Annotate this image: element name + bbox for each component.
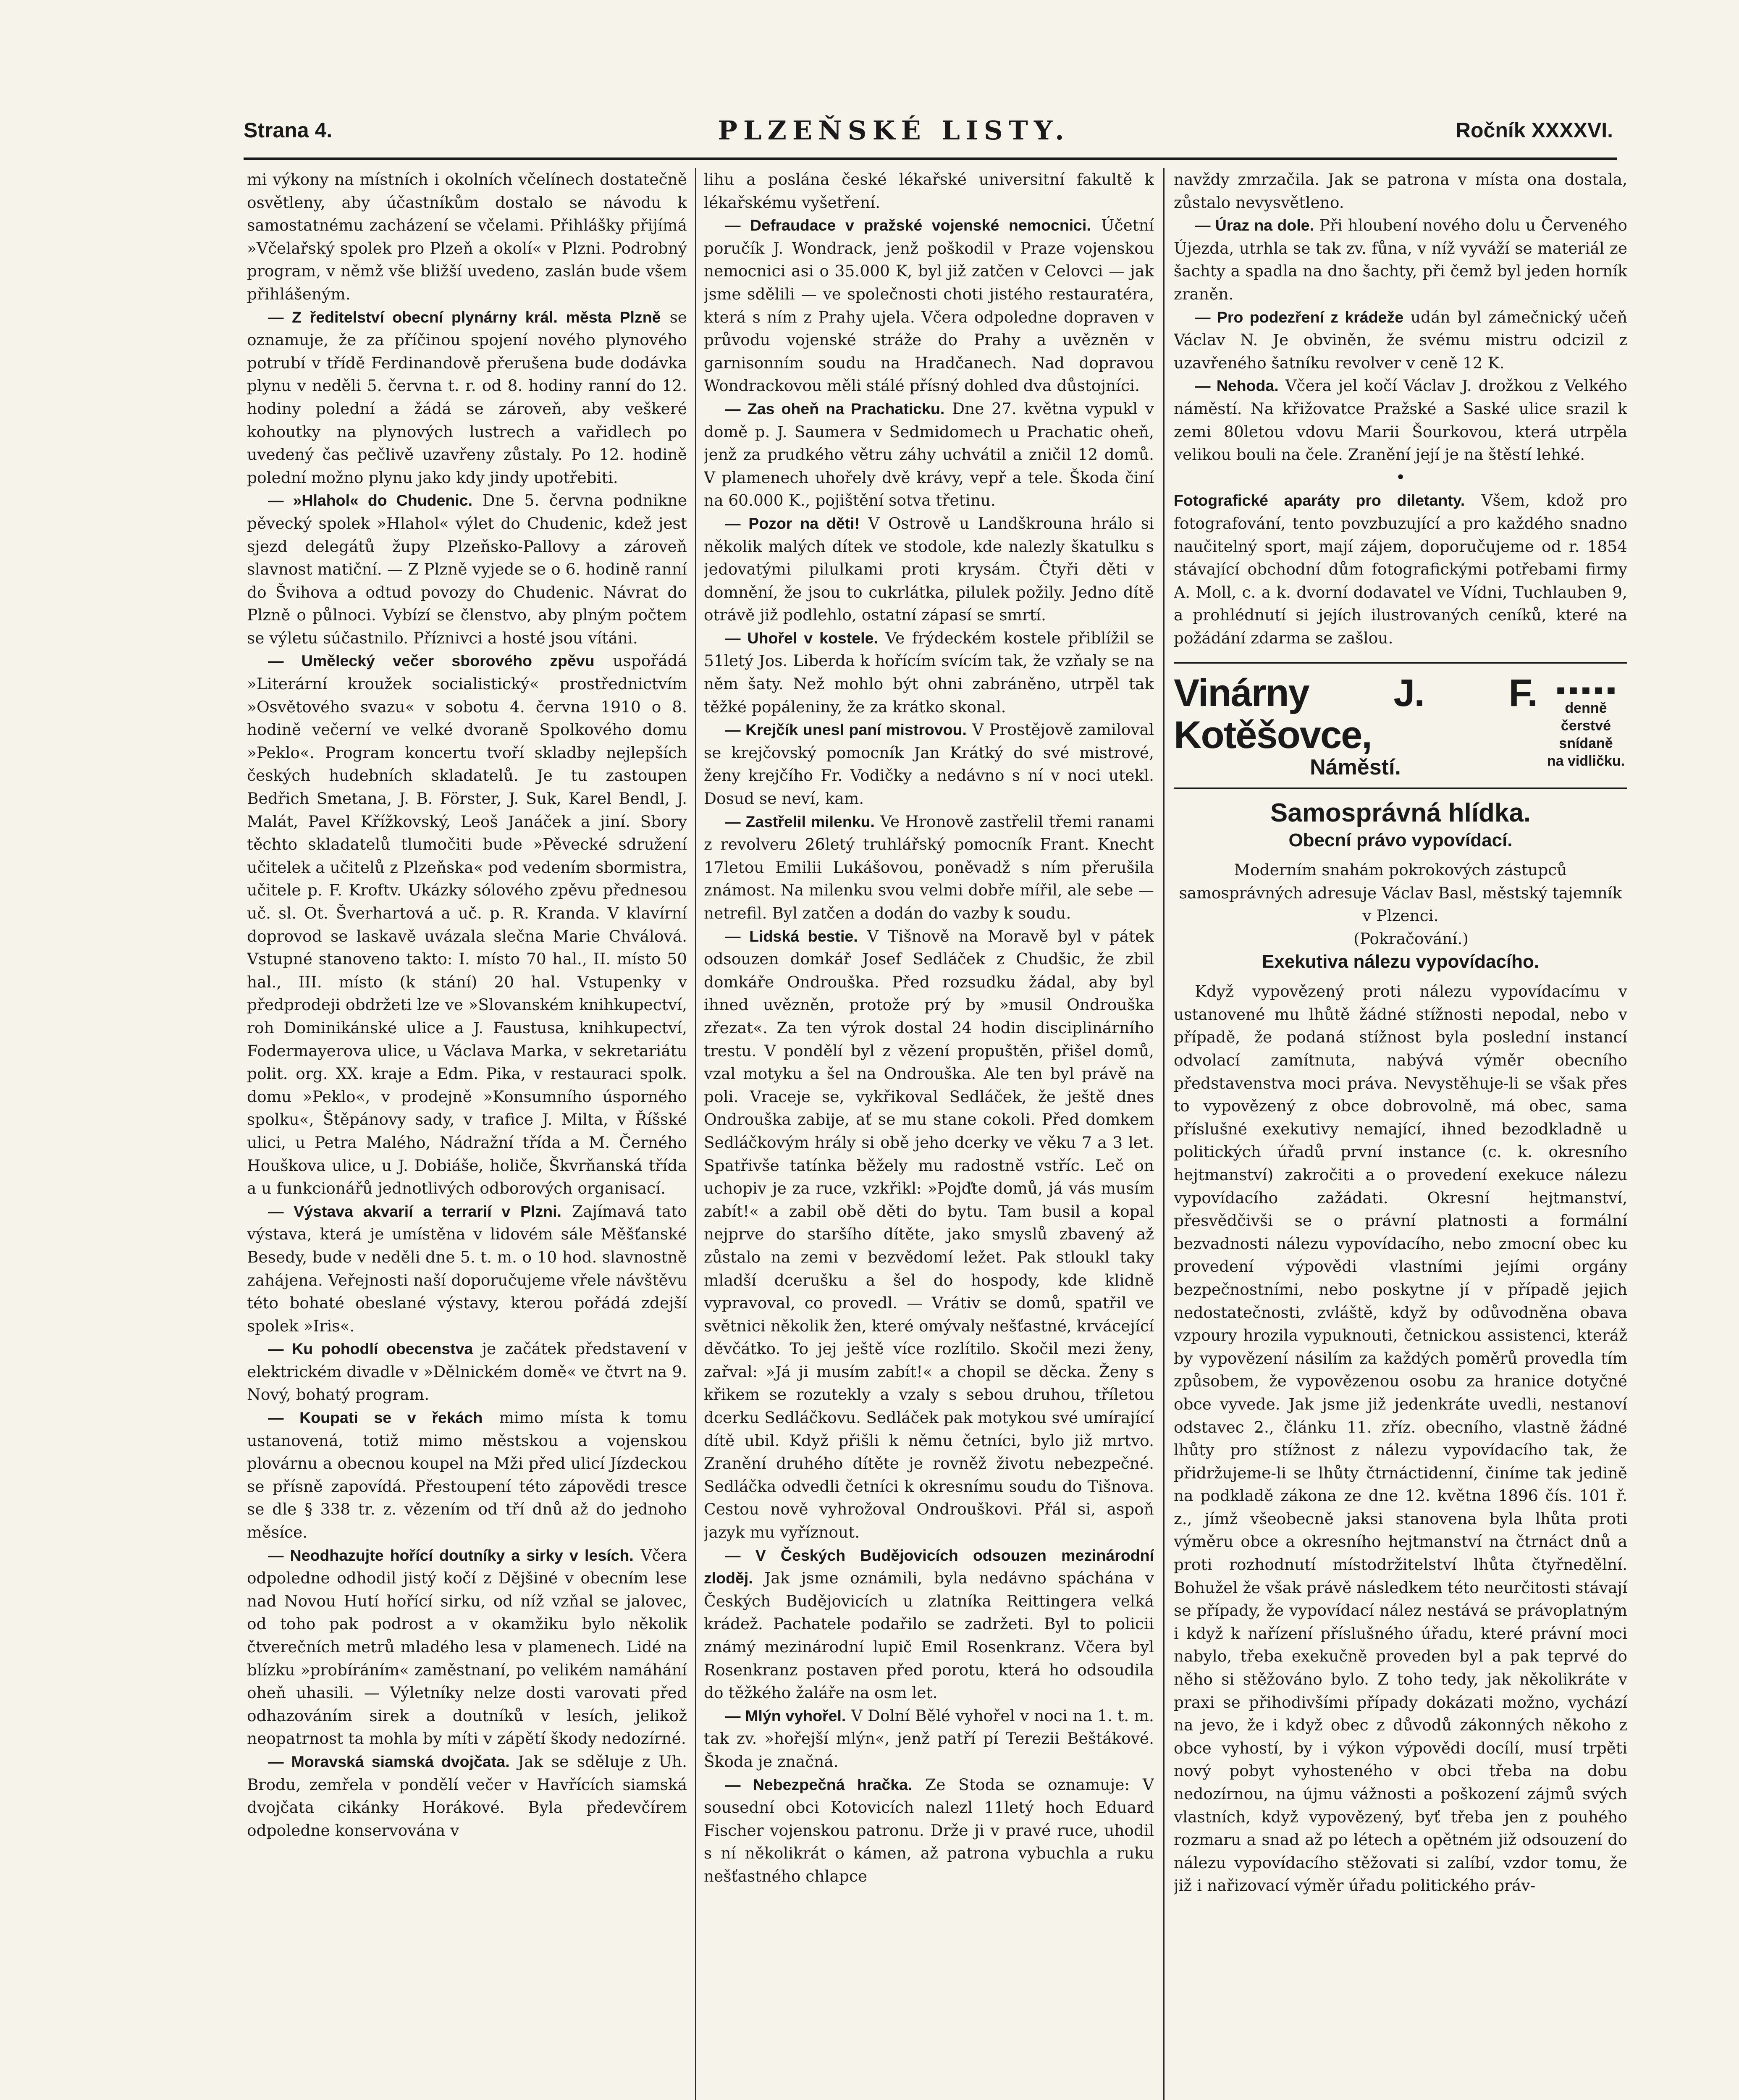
article-text: V Ostrově u Landškrouna hrálo si několik malých dítek ve stodole, kde nalezly škatulku s jedovatými pilulkami proti krysám. Čtyři děti v domnění, že jsou to cukrlátka, pilulek požily. Jedno dítě otrávě již podlehlo, ostatní zápasí se smrtí. xyxy=(704,514,1154,625)
article xyxy=(247,1750,687,1842)
article-text: lihu a poslána české lékařské universitní fakultě k lékařskému vyšetření. xyxy=(704,170,1154,212)
article-text: Ve frýdeckém kostele přiblížil se 51letý Jos. Liberda k hořícím svícím tak, že vzňaly se na něm šaty. Než mohlo být ohni zabráněno, utrpěl tak těžké popáleniny, že za krátko skonal. xyxy=(704,628,1154,716)
article-headline: — Nehoda. xyxy=(1195,377,1279,395)
wine-ad-offer xyxy=(1545,682,1627,770)
article-text: Ze Stoda se oznamuje: V sousední obci Kotovicích nalezl 11letý hoch Eduard Fischer vojenskou patronu. Drže ji v pravé ruce, uhodil s ní několikrát o kámen, až patrona vybuchla a ruku nešťastného chlapce xyxy=(704,1775,1154,1885)
photo-ad-headline: Fotografické aparáty pro diletanty. xyxy=(1174,491,1465,509)
article-headline: — Umělecký večer sborového zpěvu xyxy=(268,652,595,670)
article-headline: — Lidská bestie. xyxy=(725,927,858,945)
article-headline: — Krejčík unesl paní mistrovou. xyxy=(725,721,967,739)
section-subtitle: Obecní právo vypovídací. xyxy=(1288,830,1513,850)
article-headline: — Neodhazujte hořící doutníky a sirky v lesích. xyxy=(268,1546,634,1564)
wine-ad-line: snídaně xyxy=(1559,735,1613,751)
article xyxy=(1174,168,1627,214)
article xyxy=(704,925,1154,1544)
article-text: Jak jsme oznámili, byla nedávno spáchána v Českých Budějovicích u zlatníka Reittingera velká krádež. Pachatele podařilo se zadržeti. Byl to policii známý mezinárodní lupič Emil Rosenkranz. Včera byl Rosenkranz postaven před porotu, která ho odsoudila do těžkého žaláře na osm let. xyxy=(704,1569,1154,1702)
article xyxy=(704,397,1154,512)
column-3 xyxy=(1174,168,1627,2100)
section-heading: Exekutiva nálezu vypovídacího. xyxy=(1262,951,1540,972)
volume-number: Ročník XXXXVI. xyxy=(1455,118,1613,142)
article xyxy=(247,306,687,489)
article-headline: — Výstava akvarií a terrarií v Plzni. xyxy=(268,1202,561,1220)
article xyxy=(704,214,1154,397)
article-text: Dne 5. června podnikne pěvecký spolek »Hlahol« výlet do Chudenic, kdež jest sjezd delegátů župy Plzeňsko-Pallovy a zároveň slavnost matiční. — Z Plzně vyjede se o 6. hodině ranní do Švihova a odtud povozy do Chudenic. Návrat do Plzně o půlnoci. Vybízí se členstvo, aby plným počtem se výletu súčastnilo. Příznivci a hosté jsou vítáni. xyxy=(247,491,687,647)
article xyxy=(1174,214,1627,305)
article-text: udán byl zámečnický učeň Václav N. Je obviněn, že svému mistru odcizil z uzavřeného šatníku revolver v ceně 12 K. xyxy=(1174,307,1627,372)
article-headline: — Z ředitelství obecní plynárny král. města Plzně xyxy=(268,308,661,326)
section-title: Samosprávná hlídka. xyxy=(1270,798,1531,828)
article xyxy=(704,810,1154,925)
article-headline: — Nebezpečná hračka. xyxy=(725,1775,913,1793)
article-text: V Dolní Bělé vyhořel v noci na 1. t. m. tak zv. »hořejší mlýn«, jenž patří pí Terezii Beštákové. Škoda je značná. xyxy=(704,1706,1154,1771)
article-headline: — Zastřelil milenku. xyxy=(725,812,875,830)
article xyxy=(247,168,687,306)
section-intro: Moderním snahám pokrokových zástupců samosprávných adresuje Václav Basl, městský tajemník v Plzenci. xyxy=(1179,861,1622,925)
photo-ad-text: Všem, kdož pro fotografování, tento povzbuzující a pro každého snadno naučitelný sport, mají zájem, doporučujeme od r. 1854 stávající obchodní dům fotografickými potřebami firmy A. Moll, c. a k. dvorní dodavatel ve Vídni, Tuchlauben 9, a prohlédnutí si jejích ilustrovaných ceníků, které na požádání zdarma se zašlou. xyxy=(1174,491,1627,647)
article-text: V Tišnově na Moravě byl v pátek odsouzen domkář Josef Sedláček z Chudšic, že zbil domkáře Ondrouška. Před rozsudku žádal, aby byl ihned uvězněn, protože prý by »musil Ondrouška zřezat«. Za ten výrok dostal 24 hodin disciplinárního trestu. V pondělí byl z vězení propuštěn, přišel domů, vzal motyku a šel na Ondrouška. Ale ten byl právě na poli. Vraceje se, vykřikoval Sedláček, že ještě dnes Ondrouška zabije, ať se mu stane cokoli. Před domkem Sedláčkovým hrály si obě jeho dcerky ve věku 7 a 3 let. Spatřivše tatínka běžely mu radostně vstříc. Leč on uchopiv je za ruce, vzkřikl: »Pojďte domů, já vás musím zabít!« a zabil obě děti do bytu. Tam busil a kopal nejprve do staršího dítěte, jako smyslů zbavený až zůstalo na zemi v bezvědomí ležet. Pak stloukl taky mladší dcerušku a šel do hospody, kde klidně vypravoval, co provedl. — Vrátiv se domů, spatřil ve světnici několik žen, které omývaly nešťastné, krvácející děvčátko. To jej ještě více rozlítilo. Skočil mezi ženy, zařval: »Já ji musím zabít!« a chopil se děcka. Ženy s křikem se rozutekly a vzaly s sebou druhou, tříletou dcerku Sedláčkovu. Sedláček pak motykou své umírající dítě ubil. Když přišli k němu četníci, bylo již mrtvo. Zranění druhého dítěte je rovněž životu nebezpečné. Sedláčka odvedli četníci k okresnímu soudu do Tišnova. Cestou nově vyhrožoval Ondrouškovi. Přál si, aspoň jazyk mu vyříznout. xyxy=(704,927,1154,1542)
article-headline: — »Hlahol« do Chudenic. xyxy=(268,491,473,509)
page-header xyxy=(244,111,1613,149)
column-divider xyxy=(695,168,696,2100)
article-text: se oznamuje, že za příčinou spojení nového plynového potrubí v třídě Ferdinandově přerušena bude dodávka plynu v neděli 5. června t. r. od 8. hodiny ranní do 12. hodiny polední a žádá se zároveň, aby veškeré kohoutky na plynových lustrech a vařidlech po uvedený čas pečlivě uzavřeny zůstaly. Po 12. hodině polední možno plynu jako kdy jindy upotřebiti. xyxy=(247,307,687,487)
article-text: Účetní poručík J. Wondrack, jenž poškodil v Praze vojenskou nemocnici asi o 35.000 K, byl již zatčen v Celovci — jak jsme sdělili — ve společnosti choti jistého restauratéra, která s ním z Prahy ujela. Včera odpoledne dopraven v průvodu vojenské stráže do Prahy a uvězněn v garnisonním soudu na Hradčanech. Nad dopravou Wondrackovou měli stálé přísný dohled dva důstojníci. xyxy=(704,216,1154,395)
article xyxy=(1174,306,1627,375)
wine-ad xyxy=(1174,662,1627,789)
column-1 xyxy=(247,168,687,2100)
article-text: mi výkony na místních i okolních včelínech dostatečně osvětleny, aby účastníkům dostalo se návodu k samostatnému zacházení se včelami. Přihlášky přijímá »Včelařský spolek pro Plzeň a okolí« v Plzni. Podrobný program, v němž vše bližší uvedeno, zaslán bude všem přihlášeným. xyxy=(247,170,687,303)
article xyxy=(704,1544,1154,1704)
article-headline: — Úraz na dole. xyxy=(1195,216,1314,234)
section-continued: (Pokračování.) xyxy=(1353,929,1469,948)
article xyxy=(704,512,1154,627)
article xyxy=(247,1406,687,1544)
article xyxy=(247,1544,687,1750)
article-text: Zajímavá tato výstava, která je umístěna v lidovém sále Měšťanské Besedy, bude v neděli dne 5. t. m. o 10 hod. slavnostně zahájena. Veřejnosti naší doporučujeme vřele návštěvu této bohaté obeslané výstavy, kterou pořádá zdejší spolek »Iris«. xyxy=(247,1202,687,1335)
article-headline: — Defraudace v pražské vojenské nemocnici. xyxy=(725,216,1091,234)
article-text: Včera jel kočí Václav J. drožkou z Velkého náměstí. Na křižovatce Pražské a Saské ulice srazil k zemi 80letou vdovu Marii Šourkovou, která utrpěla velikou bouli na čele. Zranění její je na štěstí lehké. xyxy=(1174,376,1627,464)
section-body: Když vypovězený proti nálezu vypovídacímu v ustanovené mu lhůtě žádné stížnosti nepodal, nebo v případě, že podaná stížnost byla poslední instancí odvolací zamítnuta, nabývá výměr obecního představenstva moci práva. Nevystěhuje-li se však přes to vypovězený z obce dobrovolně, má obec, sama příslušné exekutivy nemající, ihned bezodkladně u politických úřadů první instance (c. k. okresního hejtmanství) zakročiti a o provedení exekuce nálezu vypovídacího zažádati. Okresní hejtmanství, přesvědčivši se o právní platnosti a formální bezvadnosti nálezu vypovídacího, nebo zmocní obec ku provedení výpovědi vlastními jejími orgány bezpečnostními, nebo poskytne jí v případě jejich nedostatečnosti, zvláště, když by odůvodněna obava vzpoury hrozila vypuknouti, četnickou assistenci, kteráž by vypovězení násilím za každých poměrů provedla tím způsobem, že vypovězenou osobu za hranice dotyčné obce vyvede. Jak jsme již jedenkráte uvedli, nestanoví odstavec 2., článku 11. zříz. obecního, vlastně žádné lhůty pro stížnost z nálezu vypovídacího tak, že přidržujeme-li se lhůty čtrnáctidenní, činíme tak jedině na podkladě zákona ze dne 12. května 1896 čís. 101 ř. z., jímž všeobecně jaksi stanovena byla lhůta proti výměru obce a okresního hejtmanství na čtrnáct dnů a proti rozhodnutí místodržitelství lhůta čtyřnedělní. Bohužel že však právě následkem této neurčitosti stávají se případy, že vypovídací nález nestává se právoplatným i když k nařízení příslušného úřadu, které právní moci nabylo, třeba exekučně proveden byl a pak teprvé do něho si stěžováno bylo. Z toho tedy, jak několikráte v praxi se přihodivšími případy dokázati možno, vychází na jevo, že i když obec z důvodů zákonných někoho z obce vyhostí, by i výkon výpovědi docílí, musí trpěti nový pobyt vyhosteného v obci třeba na dobu nedozírnou, na újmu vážnosti a poškození zájmů svých vlastních, když vypovězený, byť třeba jen z pouhého rozmaru a snad až po létech a opětném již odsouzení do nálezu vypovídacího stěžovati si zalíbí, vzdor tomu, že již i nařizovací výměr úřadu politického práv- xyxy=(1174,982,1627,1895)
page-number: Strana 4. xyxy=(244,118,333,142)
article-text: Ve Hronově zastřelil třemi ranami z revolveru 26letý truhlářský pomocník Frant. Knecht 17letou Emilii Lukášovou, poněvadž s ním přerušila známost. Na milenku svou velmi dobře mířil, ale sebe — netrefil. Byl zatčen a dodán do vazby k soudu. xyxy=(704,812,1154,922)
column-3-news xyxy=(1174,168,1627,466)
article-headline: — Moravská siamská dvojčata. xyxy=(268,1752,510,1770)
article xyxy=(247,1337,687,1406)
article-text: V Prostějově zamiloval se krejčovský pomocník Jan Krátký do své mistrové, ženy krejčího Fr. Vodičky a nedávno s ní v noci utekl. Dosud se neví, kam. xyxy=(704,720,1154,808)
article xyxy=(704,1704,1154,1773)
article-text: Dne 27. května vypukl v domě p. J. Saumera v Sedmidomech u Prachatic oheň, jenž za prudkého větru záhy uchvátil a zničil 12 domů. V plamenech uhořely dvě krávy, vepř a tele. Škoda činí na 60.000 K., pojištění sotva třetinu. xyxy=(704,399,1154,510)
article-headline: — Mlýn vyhořel. xyxy=(725,1706,846,1725)
article-headline: — Koupati se v řekách xyxy=(268,1409,483,1427)
separator-bullet: • xyxy=(1395,467,1406,487)
article xyxy=(704,718,1154,810)
photo-ad xyxy=(1174,489,1627,649)
article-headline: — Pro podezření z krádeže xyxy=(1195,308,1404,326)
column-divider xyxy=(1163,168,1165,2100)
wine-ad-line: na vidličku. xyxy=(1547,753,1625,769)
article-headline: — Pozor na děti! xyxy=(725,514,860,532)
wine-ad-name: Vinárny J. F. Kotěšovce, xyxy=(1174,672,1537,757)
wine-ad-location: Náměstí. xyxy=(1310,755,1401,780)
article-text: uspořádá »Literární kroužek socialistický« prostřednictvím »Osvětového svazu« v sobotu 4. června 1910 o 8. hodině večerní ve velké dvoraně Spolkového domu »Peklo«. Program koncertu tvoří skladby nejlepších českých hudebních skladatelů. Je tu zastoupen Bedřich Smetana, J. B. Förster, J. Suk, Karel Bendl, J. Malát, Pavel Křížkovský, Leoš Janáček a jiní. Sbory těchto skladatelů tlumočiti bude »Pěvecké sdružení učitelek a učitelů z Plzeňska« pod vedením sbormistra, učitele p. F. Kroftv. Ukázky sólového zpěvu přednesou uč. sl. Ot. Šverhartová a uč. p. R. Kranda. V klavírní doprovod se laskavě uvázala slečna Marie Chválová. Vstupné stanoveno takto: I. místo 70 hal., II. místo 50 hal., III. místo (k stání) 20 hal. Vstupenky v předprodeji obdržeti lze ve »Slovanském knihkupectví, roh Dominikánské ulice a J. Faustusa, knihkupectví, Fodermayerova ulice, u Václava Marka, v sekretariátu polit. org. XX. kraje a Edm. Pika, v restauraci spolk. domu »Peklo«, v prodejně »Konsumního úsporného spolku«, Štěpánovy sady, v trafice J. Milta, v Říšské ulici, u Petra Malého, Nádražní třída a M. Černého Houškova ulice, u J. Dobiáše, holiče, Škvrňanská třída a u funkcionářů jednotlivých odborových organisací. xyxy=(247,651,687,1198)
article-text: je začátek představení v elektrickém divadle v »Dělnickém domě« ve čtvrt na 9. Nový, bohatý program. xyxy=(247,1339,687,1404)
article xyxy=(704,168,1154,214)
article xyxy=(704,1773,1154,1888)
article xyxy=(1174,374,1627,466)
article xyxy=(704,627,1154,718)
article-headline: — Zas oheň na Prachaticku. xyxy=(725,399,945,417)
article-text: navždy zmrzačila. Jak se patrona v místa ona dostala, zůstalo nevysvětleno. xyxy=(1174,170,1627,212)
wine-ad-dots: ■ ■ ■ ■ ■ xyxy=(1556,682,1616,698)
article-text: mimo místa k tomu ustanovená, totiž mimo městskou a vojenskou plovárnu a obecnou koupel na Mži před ulicí Jízdeckou se přísně zapovídá. Přestoupení této zápovědi tresce se dle § 338 tr. z. vězením od tří dnů až do jednoho měsíce. xyxy=(247,1408,687,1542)
article-headline: — V Českých Budějovicích odsouzen mezinárodní zloděj. xyxy=(704,1546,1154,1587)
article xyxy=(247,649,687,1200)
wine-ad-line: denně čerstvé xyxy=(1561,700,1611,734)
article xyxy=(247,489,687,649)
article-text: Při hloubení nového dolu u Červeného Újezda, utrhla se tak zv. fůna, v níž vyváží se materiál ze šachty a spadla na dno šachty, při čemž byl jeden horník zraněn. xyxy=(1174,216,1627,303)
column-2 xyxy=(704,168,1154,2100)
newspaper-title: PLZEŇSKÉ LISTY. xyxy=(718,115,1070,146)
article-text: Včera odpoledne odhodil jistý kočí z Dějšiné v obecním lese nad Novou Hutí hořící sirku, od níž vzňal se jalovec, od toho pak podrost a v okamžiku bylo několik čtverečních metrů mladého lesa v plamenech. Lidé na blízku »probíráním« zaměstnaní, po velikém namáhání oheň uhasili. — Výletníky nelze dosti varovati před odhazováním sirek a doutníků v lesích, jelikož neopatrnost ta mohla by míti v zápětí škody nedozírné. xyxy=(247,1546,687,1748)
article-headline: — Ku pohodlí obecenstva xyxy=(268,1340,473,1358)
article-headline: — Uhořel v kostele. xyxy=(725,629,878,647)
article xyxy=(247,1200,687,1338)
header-rule xyxy=(244,158,1617,160)
article-text: Jak se sděluje z Uh. Brodu, zemřela v pondělí večer v Havřících siamská dvojčata cikánky Horákové. Byla předevčírem odpoledne konservována v xyxy=(247,1752,687,1840)
